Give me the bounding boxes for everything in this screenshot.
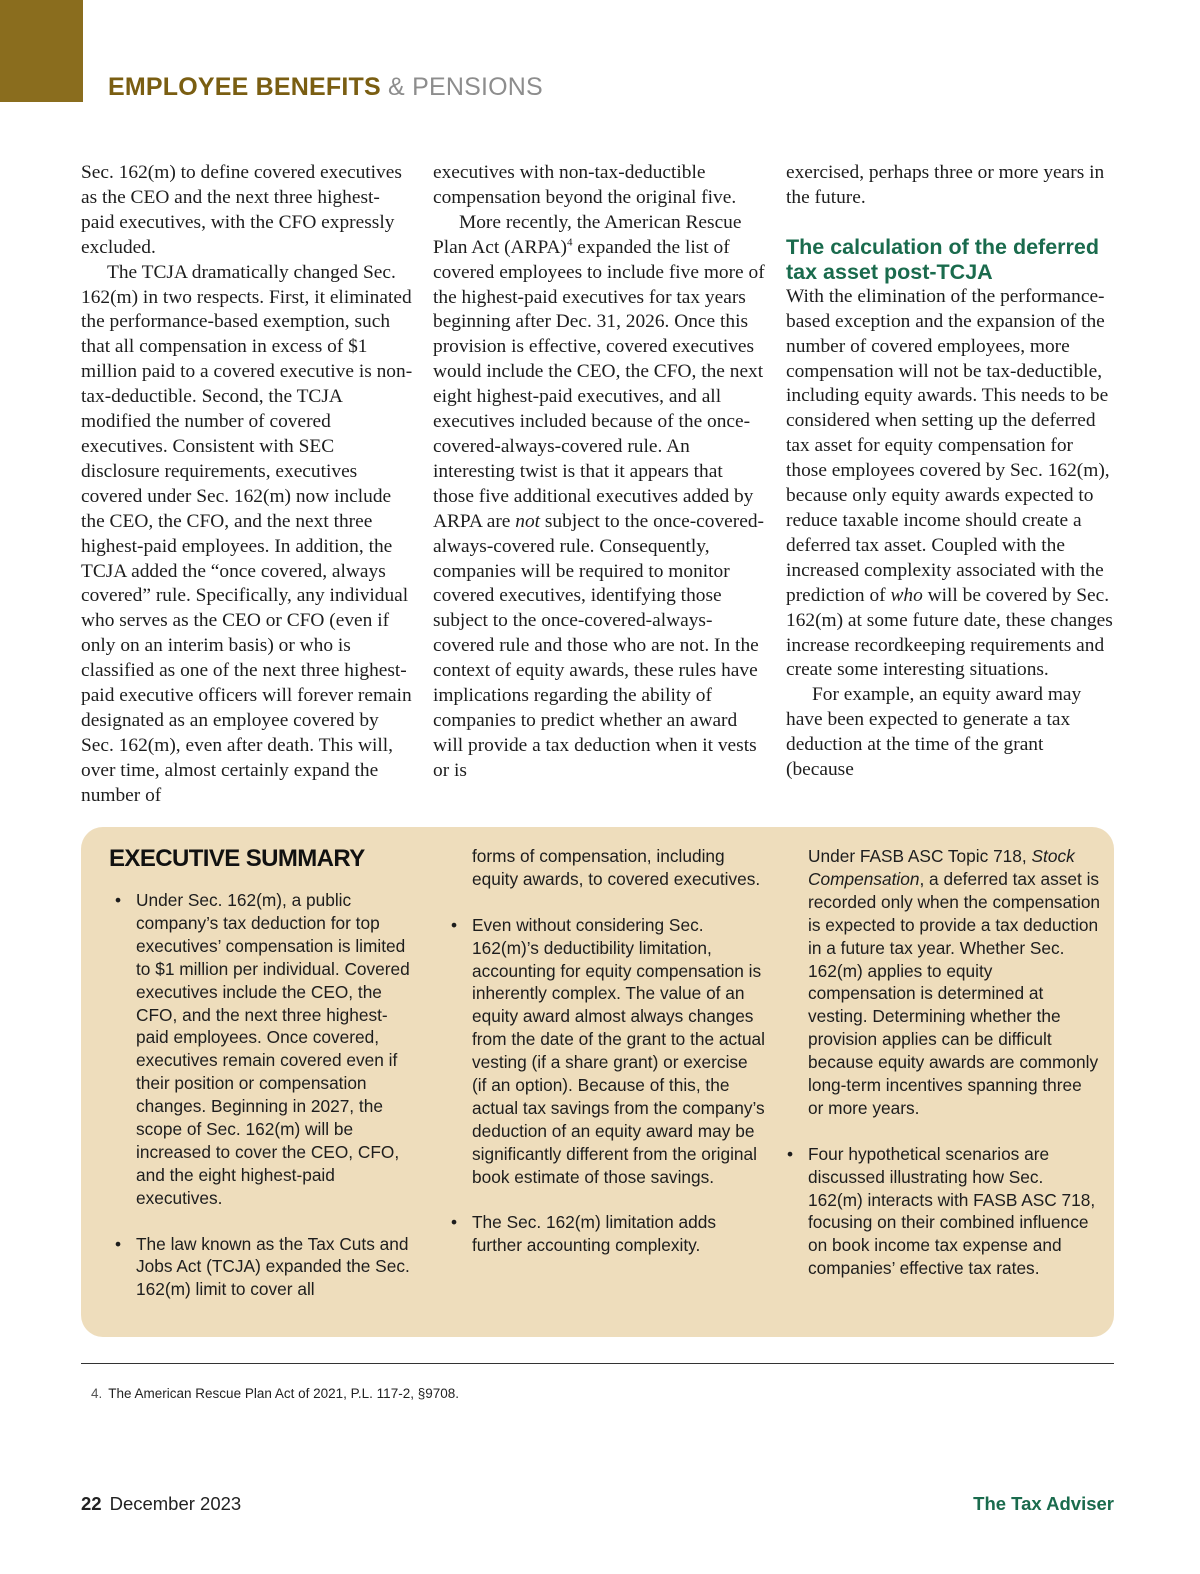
summary-column-2 <box>445 845 765 1257</box>
section-header-strong: EMPLOYEE BENEFITS <box>108 73 381 101</box>
section-color-block <box>0 0 83 102</box>
article-paragraph: The TCJA dramatically changed Sec. 162(m) in two respects. First, it eliminated the performance-based exemption, such that all compensation in excess of $1 million paid to a covered executive is non-tax-deductible. Second, the TCJA modified the number of covered executives. Consistent with SEC disclosure requirements, executives covered under Sec. 162(m) now include the CEO, the CFO, and the next three highest-paid employees. In addition, the TCJA added the “once covered, always covered” rule. Specifically, any individual who serves as the CEO or CFO (even if only on an interim basis) or who is classified as one of the next three highest-paid executive officers will forever remain designated as an employee covered by Sec. 162(m), even after death. This will, over time, almost certainly expand the number of <box>81 261 413 806</box>
text-run: subject to the once-covered-always-covered rule. Consequently, companies will be required to monitor covered executives, identifying those subject to the once-covered-always-covered rule and those who are not. In the context of equity awards, these rules have implications regarding the ability of companies to predict whether an award will provide a tax deduction when it vests or is <box>433 510 764 781</box>
footnote-reference: 4 <box>566 236 573 249</box>
bullet-icon: • <box>787 1143 794 1164</box>
article-paragraph <box>433 211 765 784</box>
text-run: Under FASB ASC Topic 718, <box>808 846 1032 866</box>
summary-bullet-item <box>109 889 419 1210</box>
executive-summary-box <box>81 827 1114 1337</box>
emphasis: not <box>515 510 541 532</box>
text-run: , a deferred tax asset is recorded only when the compensation is expected to provide a tax deduction in a future tax year. Whether Sec. 162(m) applies to equity compensation is determined at vesting. Determining whether the provision applies can be difficult because equity awards are commonly long-term incentives spanning three or more years. <box>808 868 1101 1118</box>
emphasis: who <box>890 584 923 606</box>
text-run: expanded the list of covered employees to include five more of the highest-paid executives for tax years beginning after Dec. 31, 2026. Once this provision is effective, covered executives would include the CEO, the CFO, the next eight highest-paid executives, and all executives included because of the once-covered-always-covered rule. An interesting twist is that it appears that those five additional executives added by ARPA are <box>433 236 765 532</box>
article-paragraph <box>786 285 1114 684</box>
article-paragraph: Sec. 162(m) to define covered executives as the CEO and the next three highest-paid executives, with the CFO expressly excluded. <box>81 162 402 258</box>
summary-bullet-text: Even without considering Sec. 162(m)’s deductibility limitation, accounting for equity compensation is inherently complex. The value of an equity award almost always changes from the date of the grant to the actual vesting (if a share grant) or exercise (if an option). Because of this, the actual tax savings from the company’s deduction of an equity award may be significantly different from the original book estimate of those savings. <box>472 914 766 1187</box>
bullet-icon: • <box>451 914 458 935</box>
summary-bullet-text: The Sec. 162(m) limitation adds further accounting complexity. <box>472 1212 716 1256</box>
summary-bullet-item <box>445 1211 765 1257</box>
emphasis: Stock Compensation <box>808 846 1075 889</box>
summary-bullet-text: Under Sec. 162(m), a public company’s tax deduction for top executives’ compensation is limited to $1 million per individual. Covered executives include the CEO, the CFO, and the next three highest-paid employees. Once covered, executives remain covered even if their position or compensation changes. Beginning in 2027, the scope of Sec. 162(m) will be increased to cover the CEO, CFO, and the eight highest-paid executives. <box>136 890 410 1208</box>
summary-column-1 <box>109 889 419 1301</box>
text-run: More recently, the American Rescue Plan Act (ARPA) <box>433 211 742 258</box>
article-paragraph: executives with non-tax-deductible compensation beyond the original five. <box>433 162 737 208</box>
article-paragraph: exercised, perhaps three or more years in the future. <box>786 162 1105 208</box>
summary-list <box>445 914 765 1258</box>
summary-list <box>781 1143 1101 1280</box>
issue-date: December 2023 <box>109 1493 242 1514</box>
text-run: will be covered by Sec. 162(m) at some future date, these changes increase recordkeeping requirements and create some interesting situations. <box>786 584 1113 681</box>
section-header-light: & PENSIONS <box>388 73 543 101</box>
summary-bullet-text: The law known as the Tax Cuts and Jobs Act (TCJA) expanded the Sec. 162(m) limit to cover all <box>136 1233 410 1300</box>
summary-bullet-item <box>109 1233 419 1302</box>
summary-list <box>109 889 419 1301</box>
article-column-2 <box>433 161 765 784</box>
page-footer-left <box>81 1493 241 1515</box>
text-run: With the elimination of the performance-based exception and the expansion of the number of covered employees, more compensation will not be tax-deductible, including equity awards. This needs to be considered when setting up the deferred tax asset for equity compensation for those employees covered by Sec. 162(m), because only equity awards expected to reduce taxable income should create a deferred tax asset. Coupled with the increased complexity associated with the prediction of <box>786 285 1110 606</box>
article-subheading: The calculation of the deferred tax asset post-TCJA <box>786 234 1099 284</box>
summary-continuation: forms of compensation, including equity awards, to covered executives. <box>472 846 761 889</box>
footnote-divider <box>81 1363 1114 1364</box>
article-column-3 <box>786 161 1114 783</box>
summary-continuation <box>781 845 1101 1120</box>
footnote-text: The American Rescue Plan Act of 2021, P.L. 117-2, §9708. <box>108 1386 459 1401</box>
bullet-icon: • <box>115 890 122 910</box>
summary-bullet-text: Four hypothetical scenarios are discussed illustrating how Sec. 162(m) interacts with FASB ASC 718, focusing on their combined influence on book income tax expense and companies’ effective tax rates. <box>808 1143 1096 1279</box>
article-paragraph: For example, an equity award may have been expected to generate a tax deduction at the time of the grant (because <box>786 684 1082 781</box>
bullet-icon: • <box>451 1212 458 1233</box>
bullet-icon: • <box>115 1233 122 1254</box>
summary-bullet-item <box>445 914 765 1189</box>
summary-column-3 <box>781 845 1101 1280</box>
article-column-1 <box>81 161 413 809</box>
summary-bullet-item <box>781 1143 1101 1280</box>
page-number: 22 <box>81 1493 102 1514</box>
section-header <box>108 75 543 100</box>
footnote <box>91 1386 459 1401</box>
publication-name: The Tax Adviser <box>973 1493 1114 1514</box>
footnote-number: 4. <box>91 1386 103 1401</box>
executive-summary-title: EXECUTIVE SUMMARY <box>109 845 365 872</box>
